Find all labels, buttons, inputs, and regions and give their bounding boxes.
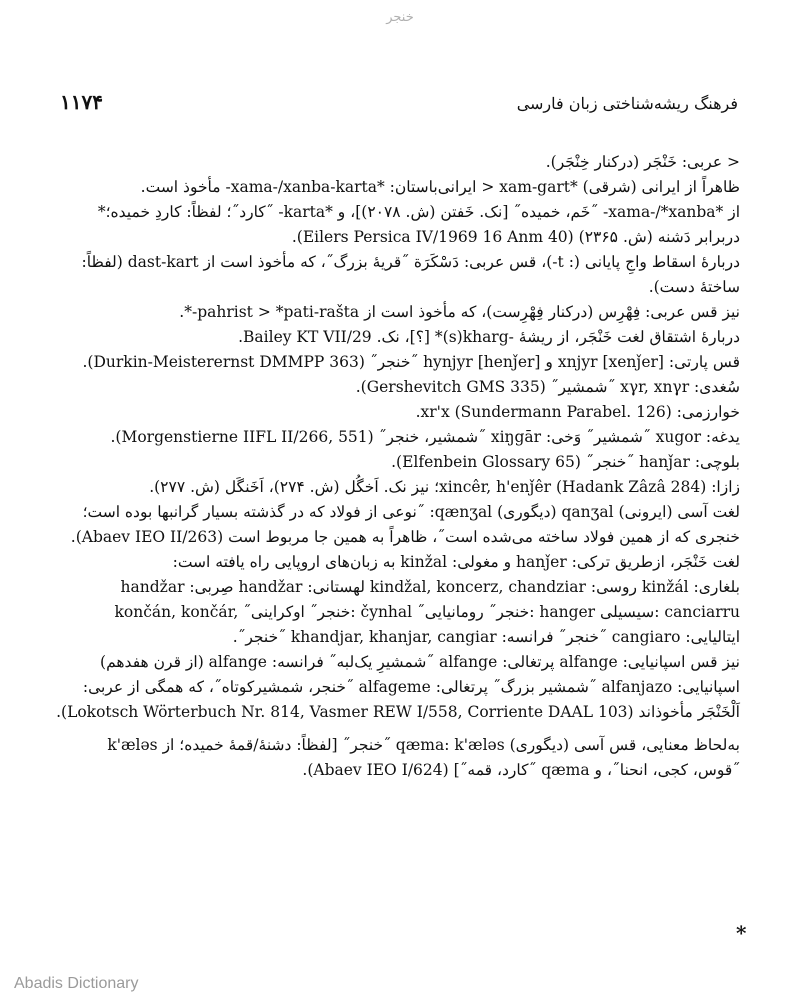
text-line: بلوچی: hanǰar ˝خنجر˝ (Elfenbein Glossary 65). (391, 453, 740, 471)
book-title: فرهنگ ریشه‌شناختی زبان فارسی (516, 94, 738, 113)
text-line: دربارهٔ اسقاط واجِ پایانی (: t-)، قس عربی: دَسْکَرَة ˝قریهٔ بزرگ˝، که مأخوذ است از dast-kart (لفظاً: (81, 253, 740, 271)
page-number: ۱۱۷۴ (60, 90, 103, 114)
text-line: ظاهراً از ایرانی (شرقی) *xam-gart < ایرانی‌باستان: *xama-/xanba-karta- مأخوذ است. (140, 178, 740, 196)
text-line: ایتالیایی: cangiaro ˝خنجر˝ فرانسه: khandjar, khanjar, cangiar ˝خنجر˝. (232, 628, 740, 646)
footnote-line: ˝قوس، کجی، انحنا˝، و qæma ˝کارد، قمه˝] (Abaev IEO I/624). (302, 761, 740, 779)
text-line: لغت خَنْجَر، ازطریق ترکی: hanǰer و مغولی: kinžal به زبان‌های اروپایی راه یافته است: (172, 553, 740, 571)
text-line: قس پارتی: xnjyr [xenǰer] و hynjyr [henǰer] ˝خنجر˝ (Durkin-Meisterernst DMMPP 363). (82, 353, 740, 371)
page-header (60, 90, 738, 120)
text-line: نیز قس اسپانیایی: alfange پرتغالی: alfange ˝شمشیرِ یک‌لبه˝ فرانسه: alfange (از قرن هفدهم) (100, 653, 740, 671)
text-line: سُغدی: xγr, xnγr ˝شمشیر˝ (Gershevitch GMS 335). (355, 378, 740, 396)
footnote-marker: * (736, 921, 747, 945)
text-line: یدغه: xugor ˝شمشیر˝ وَخی: xiŋgār ˝شمشیر، خنجر˝ (Morgenstierne IIFL II/266, 551). (110, 428, 740, 446)
page-top-title: خنجر (386, 10, 414, 25)
footnote-line: به‌لحاظ معنایی، قس آسی (دیگوری) qæma: k'æləs ˝خنجر˝ [لفظاً: دشنهٔ/قمهٔ خمیده؛ از k'æləs (107, 736, 740, 754)
text-line: اَلْخَنْجَر مأخوذاند (Lokotsch Wörterbuch Nr. 814, Vasmer REW I/558, Corriente DAAL 103). (56, 703, 740, 721)
text-line: خنجری که از همین فولاد ساخته می‌شده است˝، ظاهراً به همین جا مربوط است (Abaev IEO II/263). (70, 528, 740, 546)
text-line: نیز قس عربی: فِهْرِس (درکنار فِهْرِست)، که مأخوذ است از pahrist > *pati-rašta-*. (179, 303, 740, 321)
text-line: لغت آسی (ایرونی) qanʒal (دیگوری) qænʒal: ˝نوعی از فولاد که در گذشته بسیار گرانبها بوده است؛ (82, 503, 740, 521)
entry-body (58, 150, 740, 783)
text-line: ساختهٔ دست). (648, 278, 740, 296)
text-line: < عربی: خَنْجَر (درکنار خِنْجَر). (545, 153, 740, 171)
text-line: دربرابر دَشنه (ش. ۲۳۶۵) (Eilers Persica IV/1969 16 Anm 40). (291, 228, 740, 246)
text-line: خوارزمی: xr'x (Sundermann Parabel. 126). (415, 403, 740, 421)
text-line: končán, končár, ˝خنجر˝ اوکراینی: čynhal ˝خنجر˝ رومانیایی: hanger سیسیلی: canciarru (114, 603, 740, 621)
text-line: اسپانیایی: alfanjazo ˝شمشیر بزرگ˝ پرتغالی: alfageme ˝خنجر، شمشیرکوتاه˝، که همگی از عربی: (82, 678, 740, 696)
text-line: بلغاری: kinžál روسی: kindžal, koncerz, chandziar لهستانی: handžar صِربی: handžar (120, 578, 740, 596)
text-line: دربارهٔ اشتقاق لغت خَنْجَر، از ریشهٔ -s)kharg)* [؟]، نک. Bailey KT VII/29. (238, 328, 740, 346)
text-line: از *xama-/*xanba- ˝خَم، خمیده˝ [نک. خَفتن (ش. ۲۰۷۸)]، و *karta- ˝کارد˝؛ لفظاً: کاردِ خمیده؛* (97, 203, 740, 221)
watermark: Abadis Dictionary (14, 975, 139, 992)
text-line: زازا: xincêr, h'enǰêr (Hadank Zâzâ 284)؛ نیز نک. اَخگُل (ش. ۲۷۴)، اَخَنگَل (ش. ۲۷۷). (149, 478, 740, 496)
